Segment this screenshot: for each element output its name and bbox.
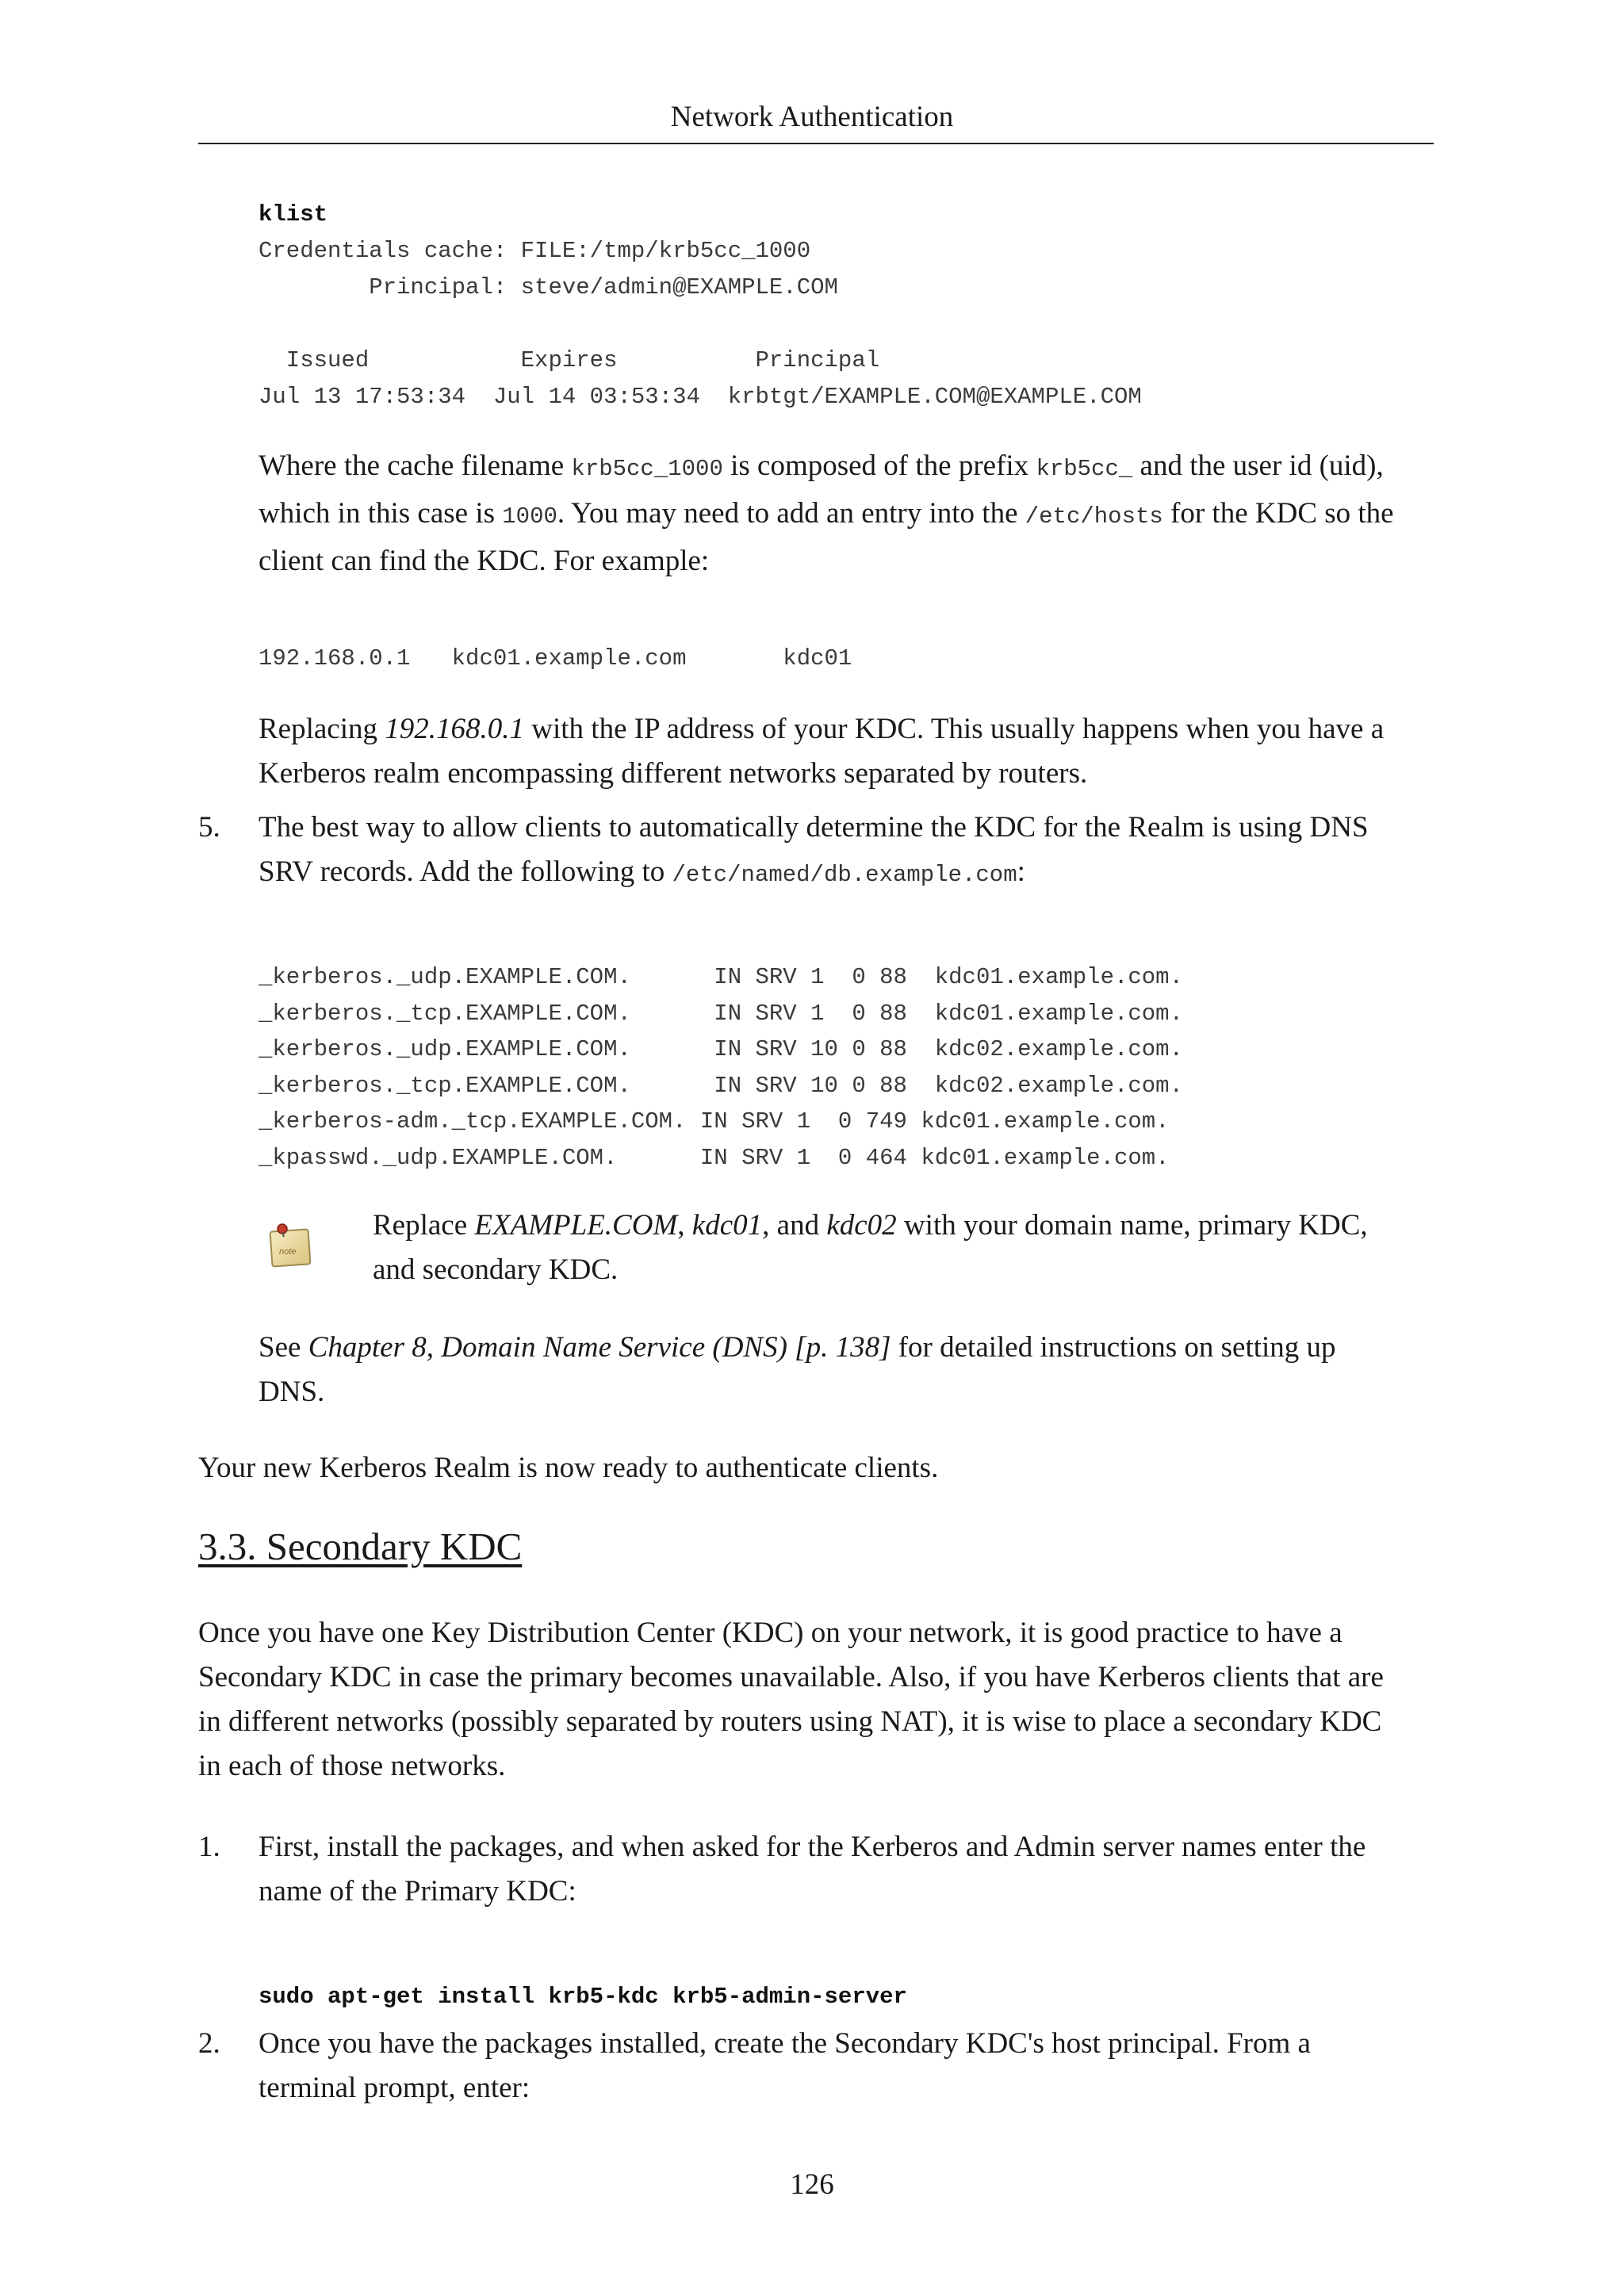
cache-paragraph: [259, 444, 1448, 584]
srv-record-line: _kerberos._tcp.EXAMPLE.COM. IN SRV 1 0 88 kdc01.example.com.: [259, 1000, 1183, 1027]
step-2-text: Once you have the packages installed, create the Secondary KDC's host principal. From a terminal prompt, enter:: [259, 2027, 1311, 2104]
section-intro-paragraph: Once you have one Key Distribution Center (KDC) on your network, it is good practice to have a Secondary KDC in case the primary becomes unavailable. Also, if you have Kerberos clients that are in different networks (possibly separated by routers using NAT), it is wise to place a secondary KDC in each of those networks.: [198, 1617, 1384, 1782]
ip-address: 192.168.0.1: [385, 713, 525, 745]
install-command: sudo apt-get install krb5-kdc krb5-admin-server: [259, 1984, 907, 2010]
see-also-paragraph: See Chapter 8, Domain Name Service (DNS) [p. 138] for detailed instructions on setting up DNS.: [259, 1331, 1336, 1408]
header-rule: [198, 143, 1434, 144]
srv-records-block: [259, 959, 1183, 1176]
cache-paragraph-line: which in this case is 1000. You may need to add an entry into the /etc/hosts for the KDC so the: [259, 497, 1394, 530]
page-number: 126: [790, 2168, 834, 2201]
srv-record-line: _kpasswd._udp.EXAMPLE.COM. IN SRV 1 0 464 kdc01.example.com.: [259, 1144, 1170, 1171]
note-icon: [268, 1221, 317, 1274]
svg-text:note: note: [279, 1247, 297, 1257]
srv-record-line: _kerberos._udp.EXAMPLE.COM. IN SRV 1 0 88 kdc01.example.com.: [259, 964, 1183, 990]
replacing-paragraph: Replacing 192.168.0.1 with the IP address of your KDC. This usually happens when you have a Kerberos realm encompassing different networks separated by routers.: [259, 713, 1385, 790]
inline-code: /etc/named/db.example.com: [672, 862, 1017, 888]
ready-paragraph: Your new Kerberos Realm is now ready to authenticate clients.: [198, 1452, 939, 1484]
step-5-text: The best way to allow clients to automatically determine the KDC for the Realm is using DNS SRV records. Add the following to /etc/named/db.example.com:: [259, 811, 1369, 888]
klist-output-line: Principal: steve/admin@EXAMPLE.COM: [259, 274, 838, 300]
inline-code: krb5cc_1000: [571, 456, 723, 482]
chapter-reference-link[interactable]: Chapter 8, Domain Name Service (DNS) [p. 138]: [308, 1331, 891, 1364]
page-header-title: Network Authentication: [670, 101, 954, 133]
section-heading: 3.3. Secondary KDC: [198, 1525, 523, 1568]
cache-paragraph-line: client can find the KDC. For example:: [259, 545, 710, 577]
list-number: 1.: [198, 1831, 220, 1863]
list-number: 5.: [198, 811, 220, 844]
step-1-text: First, install the packages, and when asked for the Kerberos and Admin server names enter the name of the Primary KDC:: [259, 1831, 1366, 1908]
inline-code: /etc/hosts: [1025, 503, 1163, 530]
klist-output-line: Issued Expires Principal: [259, 347, 880, 373]
inline-code: 1000: [502, 503, 557, 530]
cache-paragraph-line: Where the cache filename krb5cc_1000 is composed of the prefix krb5cc_ and the user id (uid),: [259, 450, 1384, 482]
inline-code: krb5cc_: [1036, 456, 1133, 482]
srv-record-line: _kerberos-adm._tcp.EXAMPLE.COM. IN SRV 1 0 749 kdc01.example.com.: [259, 1108, 1170, 1135]
klist-output-line: Jul 13 17:53:34 Jul 14 03:53:34 krbtgt/EXAMPLE.COM@EXAMPLE.COM: [259, 384, 1142, 410]
klist-command: klist: [259, 201, 328, 228]
srv-record-line: _kerberos._tcp.EXAMPLE.COM. IN SRV 10 0 88 kdc02.example.com.: [259, 1072, 1183, 1099]
list-number: 2.: [198, 2027, 220, 2060]
srv-record-line: _kerberos._udp.EXAMPLE.COM. IN SRV 10 0 88 kdc02.example.com.: [259, 1036, 1183, 1062]
hosts-entry: 192.168.0.1 kdc01.example.com kdc01: [259, 645, 852, 672]
klist-output-line: Credentials cache: FILE:/tmp/krb5cc_1000: [259, 238, 811, 264]
note-text: Replace EXAMPLE.COM, kdc01, and kdc02 with your domain name, primary KDC, and secondary KDC.: [373, 1209, 1368, 1286]
